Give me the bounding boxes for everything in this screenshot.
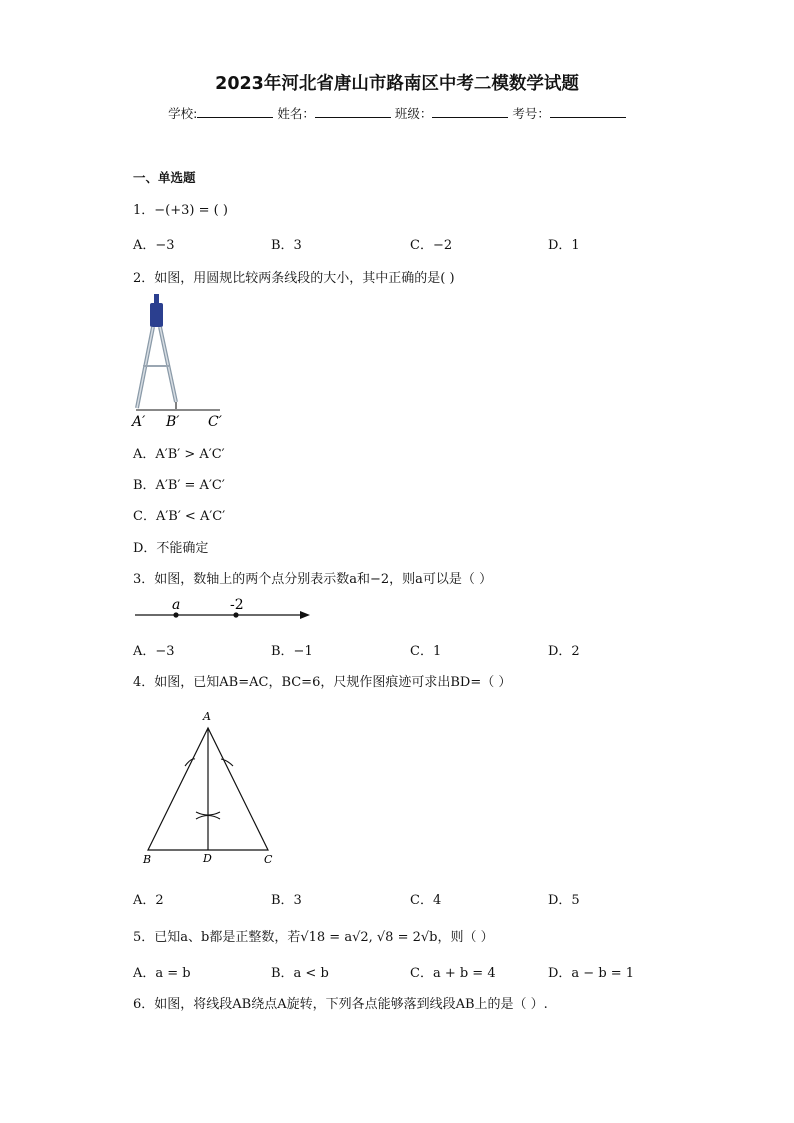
- label-c-prime: C′: [208, 414, 222, 430]
- label-C: C: [264, 853, 273, 866]
- q4-triangle-figure: [135, 706, 285, 872]
- section-heading: 一、单选题: [133, 170, 196, 185]
- exam-no-label: 考号：: [512, 106, 550, 121]
- label-b-prime: B′: [166, 414, 180, 430]
- q4-option-a: A．2: [133, 893, 164, 908]
- school-blank: [197, 105, 273, 118]
- school-label: 学校:: [168, 106, 198, 121]
- label-neg2: -2: [230, 597, 244, 613]
- q4-option-d: D．5: [548, 893, 580, 908]
- q1-stem: 1．−(+3) = ( ): [133, 203, 228, 218]
- q2-option-c: C．A′B′ < A′C′: [133, 509, 226, 524]
- exam-title: 2023年河北省唐山市路南区中考二模数学试题: [215, 74, 579, 94]
- class-label: 班级：: [394, 106, 433, 121]
- q1-option-c: C．−2: [410, 238, 453, 253]
- label-a: a: [172, 597, 181, 613]
- q5-option-c: C．a + b = 4: [410, 966, 496, 981]
- label-B: B: [143, 853, 152, 866]
- q3-stem: 3．如图，数轴上的两个点分别表示数a和−2，则a可以是（ ）: [133, 572, 493, 587]
- q2-stem: 2．如图，用圆规比较两条线段的大小，其中正确的是( ): [133, 271, 455, 286]
- q3-option-c: C．1: [410, 644, 442, 659]
- q5-option-b: B．a < b: [271, 966, 329, 981]
- q4-option-b: B．3: [271, 893, 302, 908]
- label-D: D: [203, 852, 212, 865]
- name-blank: [315, 105, 391, 118]
- q2-option-d: D．不能确定: [133, 541, 209, 556]
- q1-option-d: D．1: [548, 238, 580, 253]
- q1-option-a: A．−3: [133, 238, 175, 253]
- q4-stem: 4．如图，已知AB=AC，BC=6，尺规作图痕迹可求出BD=（ ）: [133, 675, 512, 690]
- q5-option-d: D．a − b = 1: [548, 966, 635, 981]
- compass-icon: [137, 294, 176, 409]
- q2-compass-figure: [128, 290, 238, 430]
- q3-number-line: [130, 594, 320, 624]
- q6-stem: 6．如图，将线段AB绕点A旋转，下列各点能够落到线段AB上的是（ ）.: [133, 997, 548, 1012]
- q2-option-a: A．A′B′ > A′C′: [133, 447, 225, 462]
- q1-option-b: B．3: [271, 238, 302, 253]
- arrow-icon: [300, 611, 310, 619]
- q3-option-a: A．−3: [133, 644, 175, 659]
- q5-option-a: A．a = b: [133, 966, 191, 981]
- student-info-line: [0, 104, 794, 122]
- q3-option-b: B．−1: [271, 644, 313, 659]
- q5-stem: 5．已知a、b都是正整数，若√18 = a√2, √8 = 2√b，则（ ）: [133, 930, 494, 945]
- q3-option-d: D．2: [548, 644, 580, 659]
- class-blank: [432, 105, 508, 118]
- label-A: A: [203, 710, 211, 723]
- exam-no-blank: [550, 105, 626, 118]
- q4-option-c: C．4: [410, 893, 442, 908]
- q2-option-b: B．A′B′ = A′C′: [133, 478, 225, 493]
- arc-mark-right: [221, 759, 233, 766]
- label-a-prime: A′: [132, 414, 146, 430]
- point-neg2: [233, 612, 238, 617]
- point-a: [173, 612, 178, 617]
- name-label: 姓名：: [277, 106, 315, 121]
